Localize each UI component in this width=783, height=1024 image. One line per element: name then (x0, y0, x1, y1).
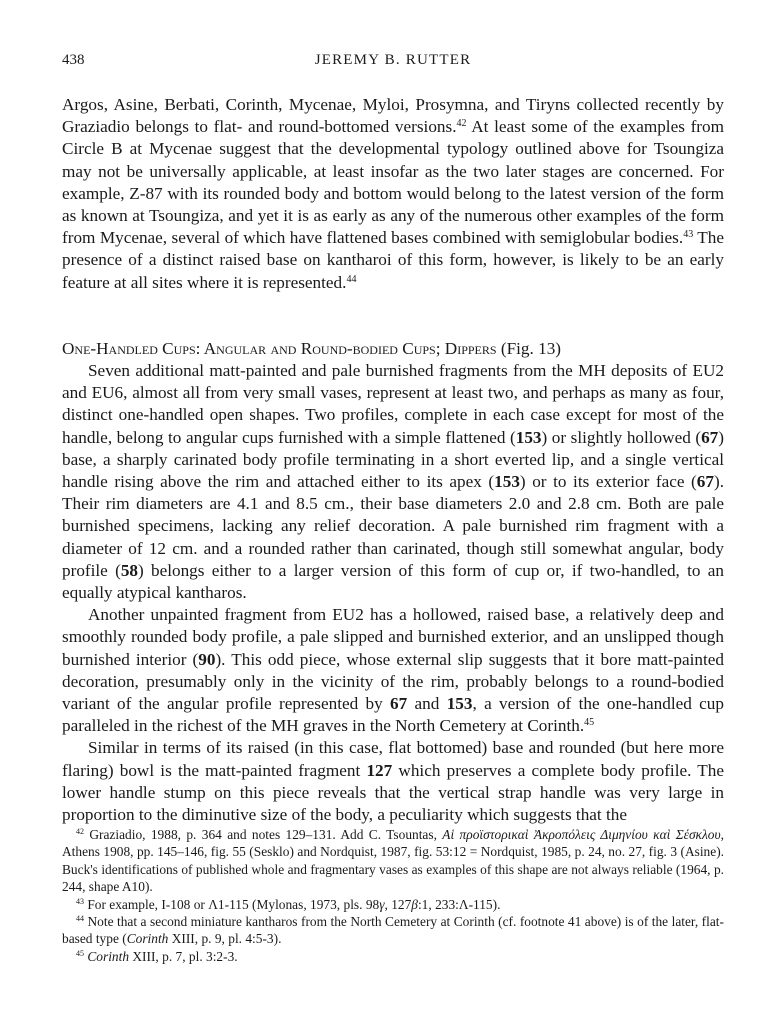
running-head-author: JEREMY B. RUTTER (314, 52, 472, 68)
footnote-ref-45[interactable]: 45 (584, 717, 595, 729)
paragraph-matt-painted-fragment: Similar in terms of its raised (in this case, flat bottomed) base and rounded (but here more flaring) bowl is the matt-painted fragment 127 which preserves a complete body profile. The lower handle stump on this piece reveals that the vertical strap handle was very large in proportion to the diminutive size of the body, a peculiarity which suggests that the (62, 738, 724, 825)
page (62, 52, 724, 826)
footnote-ref-42[interactable]: 42 (456, 118, 467, 130)
page-number: 438 (62, 52, 85, 68)
section-heading: One-Handled Cups: Angular and Round-bodied Cups; Dippers (Fig. 13) (62, 338, 562, 358)
footnote-ref-44[interactable]: 44 (346, 273, 357, 285)
running-head (62, 52, 724, 76)
footnote-ref-43[interactable]: 43 (683, 229, 694, 241)
paragraph-unpainted-fragment: Another unpainted fragment from EU2 has a hollowed, raised base, a relatively deep and smoothly rounded body profile, a pale slipped and burnished exterior, and an unslipped though burnished interior (90). This odd piece, whose external slip suggests that it bore matt-painted decoration, presumably only in the vicinity of the rim, probably belongs to a round-bodied variant of the angular profile represented by 67 and 153, a version of the one-handled cup paralleled in the richest of the MH graves in the North Cemetery at Corinth.$^{45}$ (62, 605, 724, 736)
footnote-44: $^{44}$ Note that a second miniature kantharos from the North Cemetery at Corinth (cf. footnote 41 above) is of the later, flat-based type (Corinth XIII, p. 9, pl. 4:5-3). (62, 914, 724, 947)
footnotes (62, 826, 724, 965)
paragraph-angular-cups: Seven additional matt-painted and pale burnished fragments from the MH deposits of EU2 and EU6, almost all from very small vases, represent at least two, and perhaps as many as four, distinct one-handled open shapes. Two profiles, complete in each case except for most of the handle, belong to angular cups furnished with a simple flattened (153) or slightly hollowed (67) base, a sharply carinated body profile terminating in a short everted lip, and a single vertical handle rising above the rim and attached either to its apex (153) or to its exterior face (67). Their rim diameters are 4.1 and 8.5 cm., their base diameters 2.0 and 2.8 cm. Both are pale burnished specimens, lacking any relief decoration. A pale burnished rim fragment with a diameter of 12 cm. and a rounded rather than carinated, though still somewhat angular, body profile (58) belongs either to a larger version of this form of cup or, if two-handled, to an equally atypical kantharos. (62, 361, 724, 603)
footnote-42: $^{42}$ Graziadio, 1988, p. 364 and notes 129–131. Add C. Tsountas, Αἱ προϊστορικαὶ Ἀκροπόλεις Διμηνίου καὶ Σέσκλου, Athens 1908, pp. 145–146, fig. 55 (Sesklo) and Nordquist, 1987, fig. 53:12 = Nordquist, 1985, p. 24, no. 27, fig. 3 (Asine). Buck's identifications of published whole and fragmentary vases as examples of this shape are not always reliable (1964, p. 244, shape A10). (62, 827, 724, 895)
footnote-45: $^{45}$ Corinth XIII, p. 7, pl. 3:2-3. (76, 948, 238, 964)
footnote-43: $^{43}$ For example, I-108 or Λ1-115 (Mylonas, 1973, pls. 98γ, 127β:1, 233:Λ-115). (76, 896, 501, 912)
paragraph-kantharoi-continued: Argos, Asine, Berbati, Corinth, Mycenae, Myloi, Prosymna, and Tiryns collected recently by Graziadio belongs to flat- and round-bottomed versions.$^{42}$ At least some of the examples from Circle B at Mycenae suggest that the developmental typology outlined above for Tsoungiza may not be universally applicable, at least insofar as the two later stages are concerned. For example, Z-87 with its rounded body and bottom would belong to the latest version of the form as known at Tsoungiza, and yet it is as early as any of the numerous other examples of the form from Mycenae, several of which have flattened bases combined with semiglobular bodies.$^{43}$ The presence of a distinct raised base on kantharoi of this form, however, is likely to be an early feature at all sites where it is represented.$^{44}$ (62, 95, 725, 292)
section-gap (62, 294, 724, 338)
body-text (62, 94, 724, 826)
